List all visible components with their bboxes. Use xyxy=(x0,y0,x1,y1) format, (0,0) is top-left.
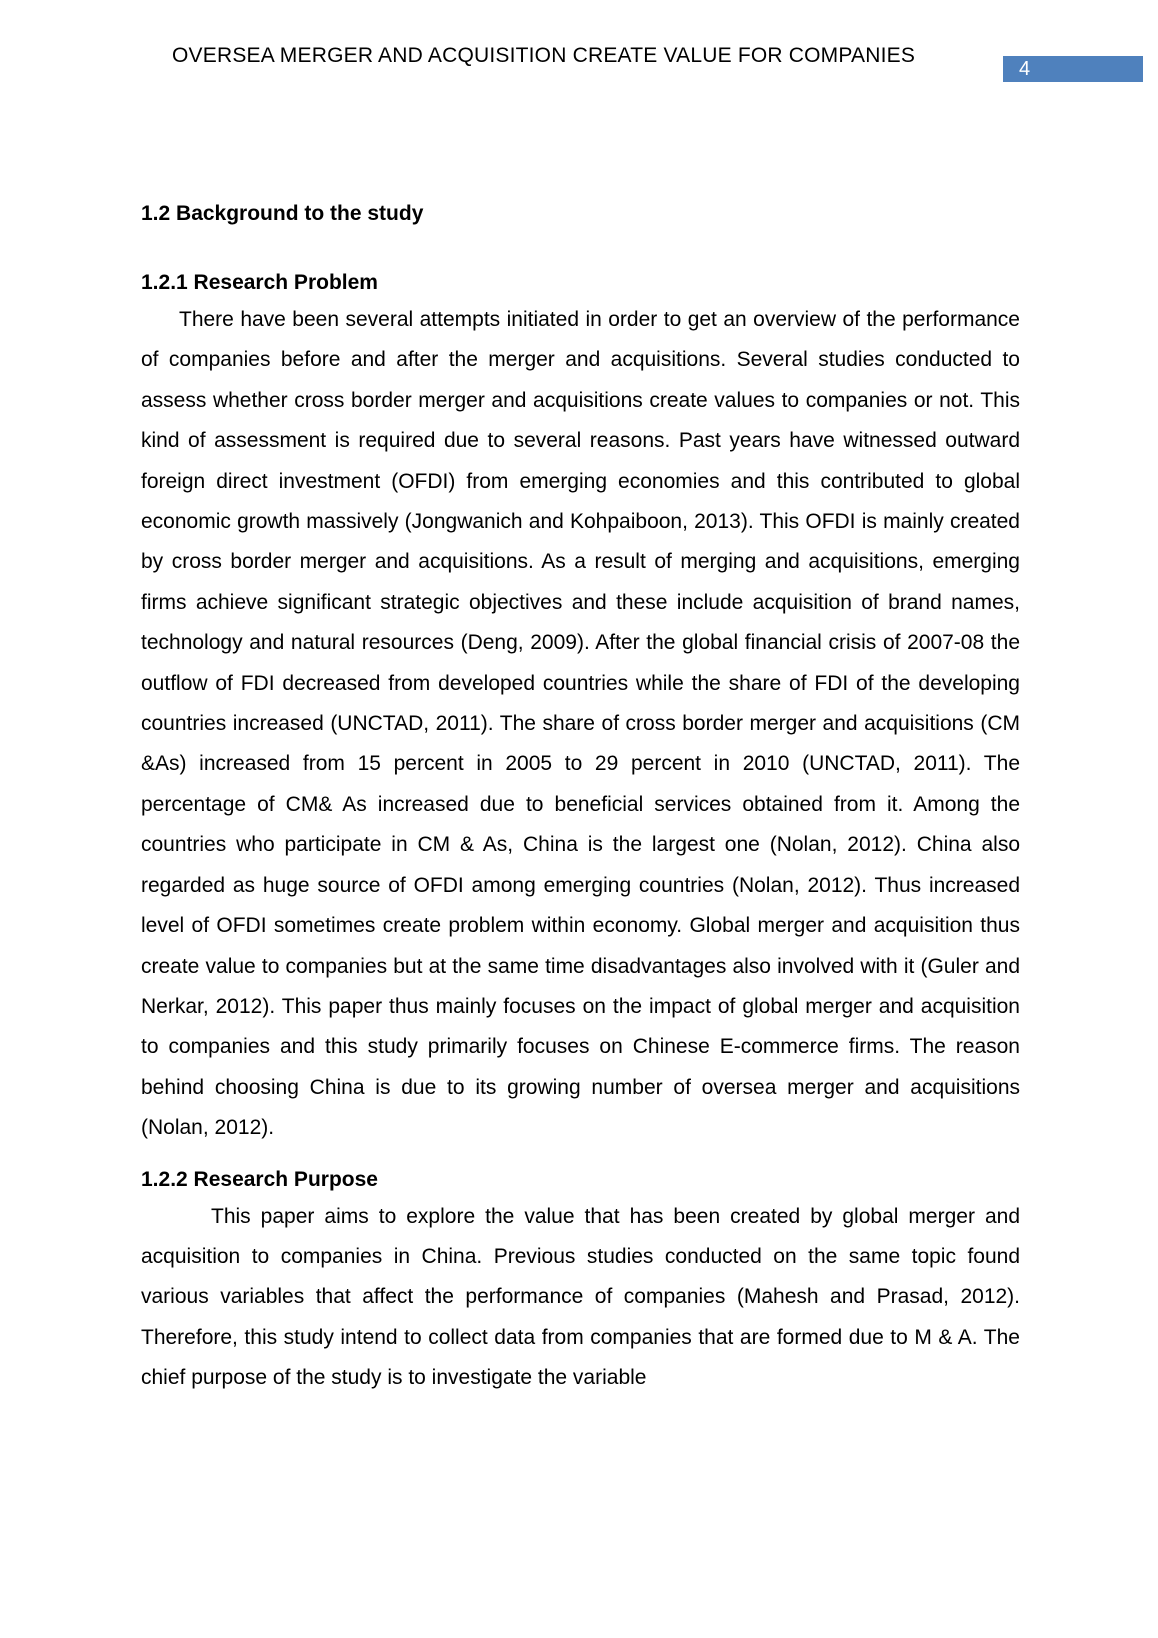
subsection-heading-research-purpose: 1.2.2 Research Purpose xyxy=(141,1167,378,1191)
running-header-title: OVERSEA MERGER AND ACQUISITION CREATE VALUE FOR COMPANIES xyxy=(172,44,916,67)
research-problem-paragraph: There have been several attempts initiated in order to get an overview of the performance of companies before and after the merger and acquisitions. Several studies conducted to assess whether cross border merger and acquisitions create values to companies or not. This kind of assessment is required due to several reasons. Past years have witnessed outward foreign direct investment (OFDI) from emerging economies and this contributed to global economic growth massively (Jongwanich and Kohpaiboon, 2013). This OFDI is mainly created by cross border merger and acquisitions. As a result of merging and acquisitions, emerging firms achieve significant strategic objectives and these include acquisition of brand names, technology and natural resources (Deng, 2009). After the global financial crisis of 2007-08 the outflow of FDI decreased from developed countries while the share of FDI of the developing countries increased (UNCTAD, 2011). The share of cross border merger and acquisitions (CM &As) increased from 15 percent in 2005 to 29 percent in 2010 (UNCTAD, 2011). The percentage of CM& As increased due to beneficial services obtained from it. Among the countries who participate in CM & As, China is the largest one (Nolan, 2012). China also regarded as huge source of OFDI among emerging countries (Nolan, 2012). Thus increased level of OFDI sometimes create problem within economy. Global merger and acquisition thus create value to companies but at the same time disadvantages also involved with it (Guler and Nerkar, 2012). This paper thus mainly focuses on the impact of global merger and acquisition to companies and this study primarily focuses on Chinese E-commerce firms. The reason behind choosing China is due to its growing number of oversea merger and acquisitions (Nolan, 2012). xyxy=(141,308,1020,1140)
subsection-heading-research-problem: 1.2.1 Research Problem xyxy=(141,271,378,294)
page-number-badge xyxy=(1003,56,1143,82)
page-number: 4 xyxy=(1019,58,1031,80)
section-heading-background: 1.2 Background to the study xyxy=(141,202,424,225)
document-body xyxy=(141,196,1020,1399)
section-spacer xyxy=(141,1149,1020,1163)
research-purpose-paragraph: This paper aims to explore the value that has been created by global merger and acquisition to companies in China. Previous studies conducted on the same topic found various variables that affect the performance of companies (Mahesh and Prasad, 2012). Therefore, this study intend to collect data from companies that are formed due to M & A. The chief purpose of the study is to investigate the variable xyxy=(141,1204,1020,1390)
